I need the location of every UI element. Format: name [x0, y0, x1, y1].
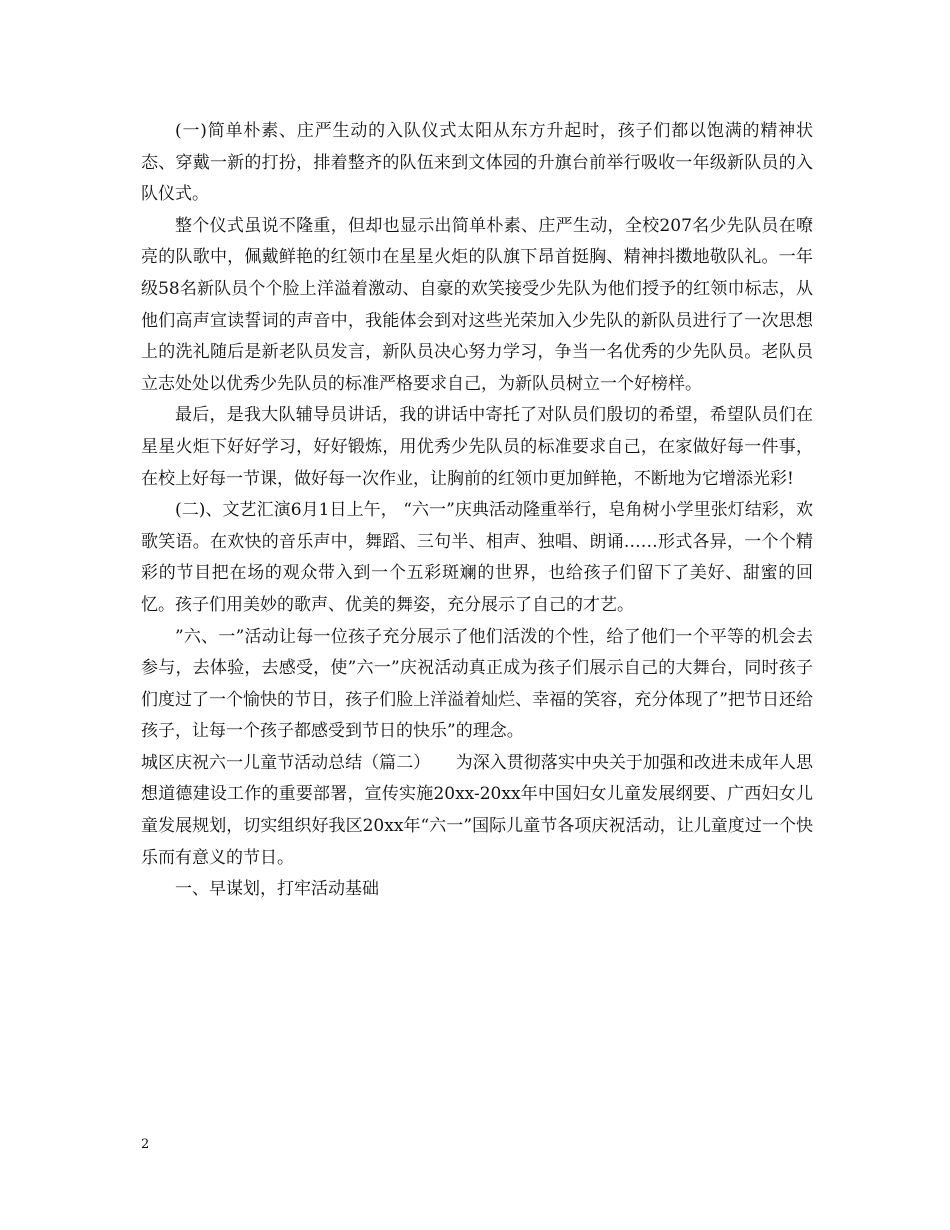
page-number: 2 — [141, 1137, 150, 1152]
paragraph-counselor-speech: 最后，是我大队辅导员讲话，我的讲话中寄托了对队员们殷切的希望，希望队员们在星星火炬下好好学习，好好锻炼，用优秀少先队员的标准要求自己，在家做好每一件事，在校上好每一节课，做好每一次作业，让胸前的红领巾更加鲜艳，不断地为它增添光彩! — [141, 405, 813, 489]
paragraph-art-performance: (二)、文艺汇演6月1日上午， “六一”庆典活动隆重举行，皂角树小学里张灯结彩，欢歌笑语。在欢快的音乐声中，舞蹈、三句半、相声、独唱、朗诵……形式各异，一个个精彩的节目把在场的观众带入到一个五彩斑斓的世界，也给孩子们留下了美好、甜蜜的回忆。孩子们用美妙的歌声、优美的舞姿，充分展示了自己的才艺。 — [141, 500, 813, 615]
paragraph-entry-ceremony: (一)简单朴素、庄严生动的入队仪式太阳从东方升起时，孩子们都以饱满的精神状态、穿戴一新的打扮，排着整齐的队伍来到文体园的升旗台前举行吸收一年级新队员的入队仪式。 — [141, 121, 813, 205]
paragraph-ceremony-details: 整个仪式虽说不隆重，但却也显示出简单朴素、庄严生动，全校207名少先队员在嘹亮的队歌中，佩戴鲜艳的红领巾在星星火炬的队旗下昂首挺胸、精神抖擞地敬队礼。一年级58名新队员个个脸上洋溢着激动、自豪的欢笑接受少先队为他们授予的红领巾标志，从他们高声宣读誓词的声音中，我能体会到对这些光荣加入少先队的新队员进行了一次思想上的洗礼随后是新老队员发言，新队员决心努力学习，争当一名优秀的少先队员。老队员立志处处以优秀少先队员的标准严格要求自己，为新队员树立一个好榜样。 — [141, 215, 813, 394]
document-body — [141, 116, 813, 906]
paragraph-part-two-intro: 城区庆祝六一儿童节活动总结（篇二） 为深入贯彻落实中央关于加强和改进未成年人思想道德建设工作的重要部署，宣传实施20xx-20xx年中国妇女儿童发展纲要、广西妇女儿童发展规划，切实组织好我区20xx年“六一”国际儿童节各项庆祝活动，让儿童度过一个快乐而有意义的节日。 — [141, 752, 813, 868]
section-heading-early-planning: 一、早谋划，打牢活动基础 — [175, 879, 379, 900]
paragraph-activity-summary: ”六、一”活动让每一位孩子充分展示了他们活泼的个性，给了他们一个平等的机会去参与，去体验，去感受，使”六一”庆祝活动真正成为孩子们展示自己的大舞台，同时孩子们度过了一个愉快的节日，孩子们脸上洋溢着灿烂、幸福的笑容，充分体现了”把节日还给孩子，让每一个孩子都感受到节日的快乐”的理念。 — [141, 626, 813, 742]
